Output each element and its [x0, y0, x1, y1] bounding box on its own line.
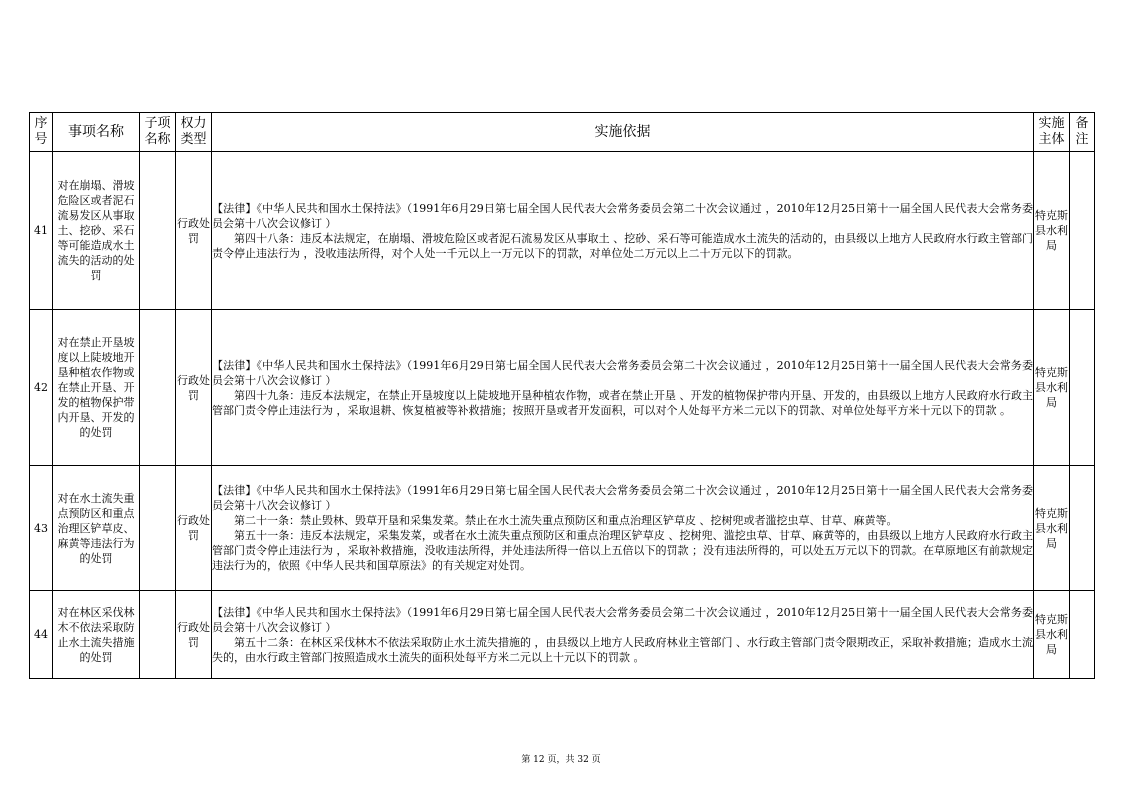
row-power-type: 行政处罚: [176, 310, 212, 466]
row-item-name: 对在崩塌、滑坡危险区或者泥石流易发区从事取土、挖砂、采石等可能造成水土流失的活动的处罚: [53, 152, 140, 310]
row-agency: 特克斯县水利局: [1034, 310, 1070, 466]
row-seq: 43: [30, 466, 53, 591]
row-item-name: 对在林区采伐林木不依法采取防止水土流失措施的处罚: [53, 591, 140, 679]
table-row: [30, 310, 1095, 466]
table-row: [30, 466, 1095, 591]
row-remark: [1070, 466, 1095, 591]
row-item-name: 对在禁止开垦坡度以上陡坡地开垦种植农作物或在禁止开垦、开发的植物保护带内开垦、开发的的处罚: [53, 310, 140, 466]
row-remark: [1070, 152, 1095, 310]
basis-law-reference: 【法律】《中华人民共和国水土保持法》（1991年6月29日第七届全国人民代表大会常务委员会第二十次会议通过 ，2010年12月25日第十一届全国人民代表大会常务委员会第十八次会议修订 ）: [212, 605, 1033, 634]
basis-law-reference: 【法律】《中华人民共和国水土保持法》（1991年6月29日第七届全国人民代表大会常务委员会第二十次会议通过 ，2010年12月25日第十一届全国人民代表大会常务委员会第十八次会议修订 ）: [212, 484, 1033, 512]
page-footer: 第 12 页，共 32 页: [521, 755, 601, 765]
row-remark: [1070, 591, 1095, 679]
row-basis: [212, 466, 1034, 591]
row-item-name: 对在水土流失重点预防区和重点治理区铲草皮、麻黄等违法行为的处罚: [53, 466, 140, 591]
header-subitem-name: 子项名称: [140, 113, 176, 152]
row-basis: [212, 152, 1034, 310]
header-item-name: 事项名称: [53, 113, 140, 152]
row-power-type: 行政处罚: [176, 152, 212, 310]
row-seq: 41: [30, 152, 53, 310]
basis-article: 第四十八条：违反本法规定，在崩塌、滑坡危险区或者泥石流易发区从事取土 、挖砂、采石等可能造成水土流失的活动的，由县级以上地方人民政府水行政主管部门责令停止违法行为 ，没收违法所得，对个人处一千元以上一万元以下的罚款，对单位处二万元以上二十万元以下的罚款。: [212, 231, 1033, 260]
header-row: [30, 113, 1095, 152]
row-subitem-name: [140, 310, 176, 466]
row-subitem-name: [140, 152, 176, 310]
basis-law-reference: 【法律】《中华人民共和国水土保持法》（1991年6月29日第七届全国人民代表大会常务委员会第二十次会议通过 ，2010年12月25日第十一届全国人民代表大会常务委员会第十八次会议修订 ）: [212, 201, 1033, 230]
table-row: [30, 152, 1095, 310]
header-agency: 实施主体: [1034, 113, 1070, 152]
header-remark: 备注: [1070, 113, 1095, 152]
row-power-type: 行政处罚: [176, 591, 212, 679]
basis-law-reference: 【法律】《中华人民共和国水土保持法》（1991年6月29日第七届全国人民代表大会常务委员会第二十次会议通过 ，2010年12月25日第十一届全国人民代表大会常务委员会第十八次会议修订 ）: [212, 358, 1033, 387]
header-basis: 实施依据: [212, 113, 1034, 152]
row-agency: 特克斯县水利局: [1034, 591, 1070, 679]
row-seq: 44: [30, 591, 53, 679]
row-power-type: 行政处罚: [176, 466, 212, 591]
row-remark: [1070, 310, 1095, 466]
row-basis: [212, 591, 1034, 679]
row-subitem-name: [140, 591, 176, 679]
row-agency: 特克斯县水利局: [1034, 152, 1070, 310]
row-basis: [212, 310, 1034, 466]
basis-article: 第五十一条：违反本法规定，采集发菜，或者在水土流失重点预防区和重点治理区铲草皮 、挖树兜、滥挖虫草、甘草、麻黄等的，由县级以上地方人民政府水行政主管部门责令停止违法行为 ，采取补救措施，没收违法所得，并处违法所得一倍以上五倍以下的罚款 ；没有违法所得的，可以处五万元以下的罚款。在草原地区有前款规定违法行为的，依照《中华人民共和国草原法》的有关规定对处罚。: [212, 529, 1033, 572]
row-agency: 特克斯县水利局: [1034, 466, 1070, 591]
row-subitem-name: [140, 466, 176, 591]
header-seq: 序号: [30, 113, 53, 152]
basis-article: 第二十一条：禁止毁林、毁草开垦和采集发菜。禁止在水土流失重点预防区和重点治理区铲草皮 、挖树兜或者滥挖虫草、甘草、麻黄等。: [234, 514, 898, 527]
basis-article: 第五十二条：在林区采伐林木不依法采取防止水土流失措施的 ，由县级以上地方人民政府林业主管部门 、水行政主管部门责令限期改正，采取补救措施；造成水土流失的，由水行政主管部门按照造成水土流失的面积处每平方米二元以上十元以下的罚款 。: [212, 635, 1033, 664]
permissions-table: [29, 112, 1095, 679]
table-row: [30, 591, 1095, 679]
header-power-type: 权力类型: [176, 113, 212, 152]
basis-article: 第四十九条：违反本法规定，在禁止开垦坡度以上陡坡地开垦种植农作物，或者在禁止开垦 、开发的植物保护带内开垦、开发的，由县级以上地方人民政府水行政主管部门责令停止违法行为 ，采取退耕、恢复植被等补救措施；按照开垦或者开发面积，可以对个人处每平方米二元以下的罚款、对单位处每平方米十元以下的罚款 。: [212, 388, 1033, 417]
row-seq: 42: [30, 310, 53, 466]
